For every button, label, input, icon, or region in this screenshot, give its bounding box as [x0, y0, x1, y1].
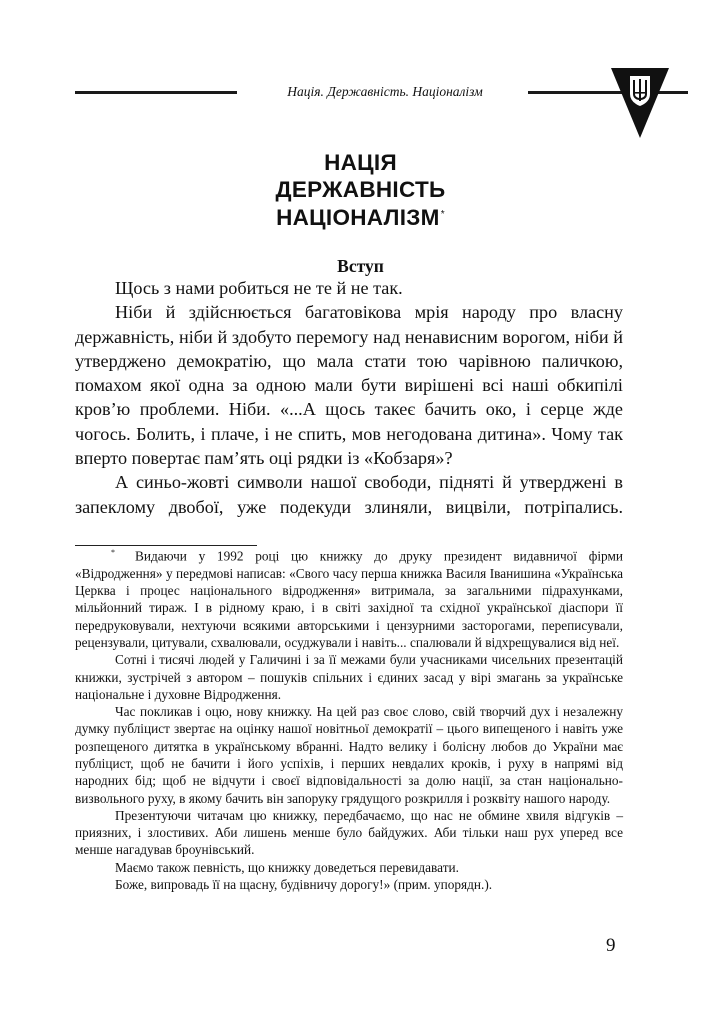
footnote-paragraph: Презентуючи читачам цю книжку, передбачаємо, що нас не обмине хвиля відгуків – приязних, і злостивих. Аби лишень менше було байдужих. Аби тільки наш рух уперед все менше нагадував броунівський. — [75, 807, 623, 858]
body-paragraph: Ніби й здійснюється багатовікова мрія народу про власну державність, ніби й здобуто перемогу над ненависним ворогом, ніби й утверджено демократію, що мала стати тою чарівною паличкою, помахом якої одна за одною мали бути вирішені всі наші обкипілі кров’ю проблеми. Ніби. «...А щось такеє бачить око, і серце жде чогось. Болить, і плаче, і не спить, мов негодована дитина». Чому так вперто повертає пам’ять оці рядки із «Кобзаря»? — [75, 302, 623, 469]
section-title: Вступ — [337, 256, 384, 276]
header-rule-left — [75, 91, 237, 94]
chapter-title-line-3 — [0, 205, 721, 231]
footnote — [75, 544, 623, 893]
footnote-paragraph: Час покликав і оцю, нову книжку. На цей раз своє слово, свій творчий дух і незалежну думку публіцист звертає на оцінку нашої новітньої демократії – цього випещеного і навіть уже розпещеного дитятка в українському вбранні. Надто велику і болісну любов до України має публіцист, щоб не бачити і його успіхів, і перших невдалих кроків, і руху в напрямі від народних бід; щоб не відчути і своєї відповідальності за долю нації, за стан національно-визвольного руху, в якому бачить він запоруку грядущого розкрилля і розквіту нашого народу. — [75, 704, 623, 806]
page-number: 9 — [606, 935, 616, 956]
running-header — [75, 84, 615, 104]
footnote-paragraph: Сотні і тисячі людей у Галичині і за її межами були учасниками чисельних презентацій книжки, зустрічей з автором – пошуків спільних і єдиних засад у вірі змагань за українське національне і духовне Відродження. — [75, 652, 623, 702]
footnote-paragraph: Маємо також певність, що книжку доведеться перевидавати. — [115, 859, 459, 875]
chapter-title-text: НАЦІОНАЛІЗМ — [276, 205, 440, 230]
footnote-paragraph-text: Видаючи у 1992 році цю книжку до друку президент видавничої фірми «Відродження» у передмові написав: «Свого часу перша книжка Василя Іванишина «Українська Церква і процес національного відродження» витримала, за загальними підрахунками, мільйонний тираж. І в рідному краю, і в світі західної та східної української діаспори її передруковували, нехтуючи всякими авторськими і цензурними засторогами, переписували, рецензували, цитували, схвалювали, осуджували і навіть... спалювали й відхрещувалися від неї. — [75, 548, 623, 650]
footnote-paragraph: Боже, випровадь її на щасну, будівничу дорогу!» (прим. упорядн.). — [115, 877, 493, 893]
chapter-footnote-mark: * — [440, 208, 445, 220]
footnote-paragraph — [75, 544, 623, 651]
body-paragraph: Щось з нами робиться не те й не так. — [115, 278, 403, 298]
chapter-title-line-2: ДЕРЖАВНІСТЬ — [275, 177, 446, 202]
body-text — [75, 276, 623, 519]
chapter-title-line-1: НАЦІЯ — [324, 150, 397, 175]
tryzub-icon — [611, 68, 669, 138]
body-paragraph: А синьо-жовті символи нашої свободи, підняті й утверджені в запеклому двобої, уже подекуди злиняли, вицвіли, потріпались. — [75, 472, 623, 517]
running-title: Нація. Державність. Націоналізм — [287, 84, 483, 99]
footnote-mark: * — [111, 548, 115, 557]
